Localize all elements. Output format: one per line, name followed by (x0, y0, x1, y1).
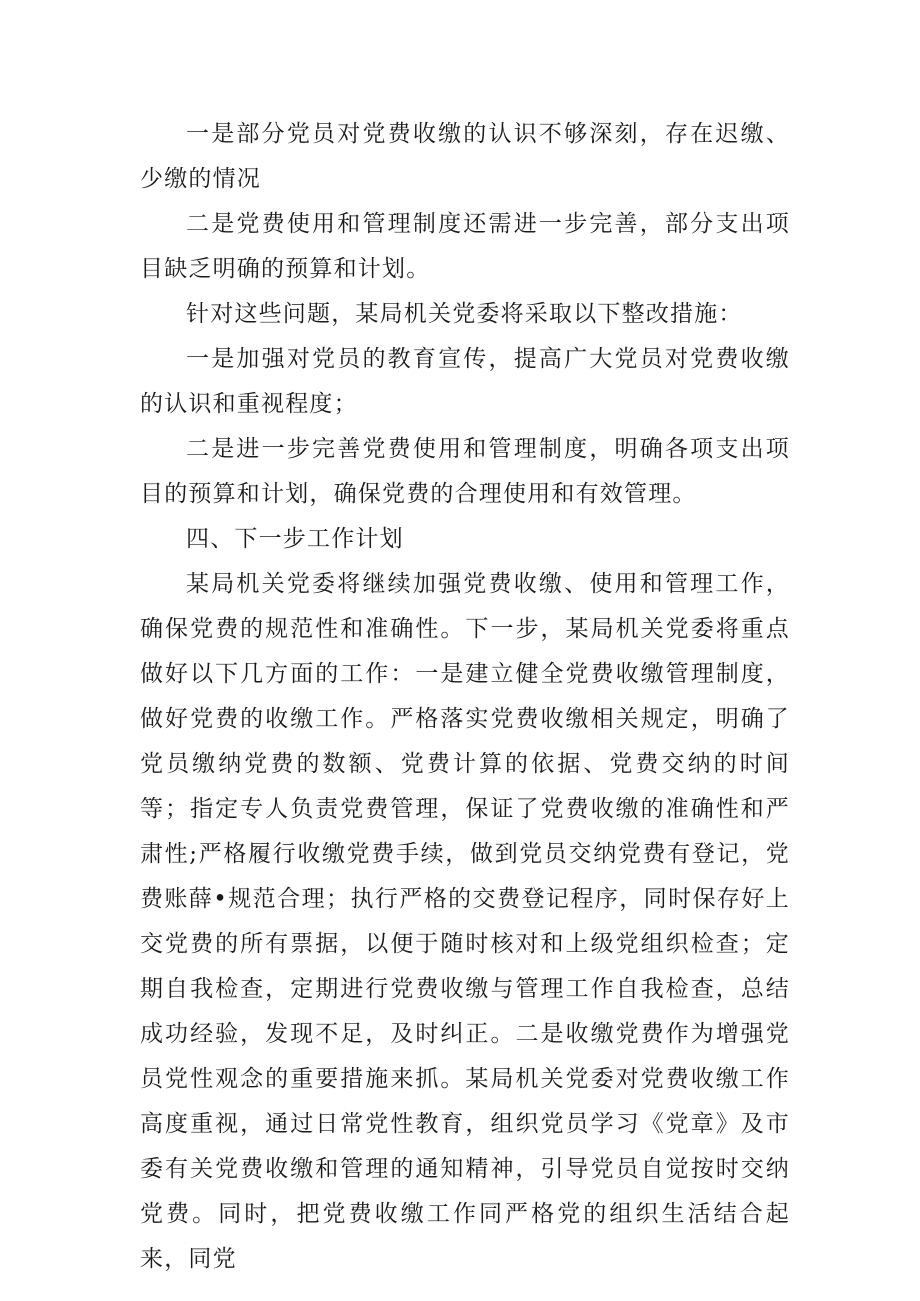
paragraph-measure-two: 二是进一步完善党费使用和管理制度，明确各项支出项目的预算和计划，确保党费的合理使用和有效管理。 (140, 436, 790, 507)
section-heading-next-plan: 四、下一步工作计划 (186, 526, 404, 552)
paragraph-issue-two: 二是党费使用和管理制度还需进一步完善，部分支出项目缺乏明确的预算和计划。 (140, 211, 790, 282)
paragraph-measure-one: 一是加强对党员的教育宣传，提高广大党员对党费收缴的认识和重视程度； (140, 346, 790, 417)
paragraph-measures-intro: 针对这些问题，某局机关党委将采取以下整改措施： (186, 301, 743, 327)
document-body (140, 112, 790, 1282)
paragraph-issue-one: 一是部分党员对党费收缴的认识不够深刻，存在迟缴、少缴的情况 (140, 121, 790, 192)
paragraph-next-plan-body: 某局机关党委将继续加强党费收缴、使用和管理工作，确保党费的规范性和准确性。下一步，某局机关党委将重点做好以下几方面的工作：一是建立健全党费收缴管理制度，做好党费的收缴工作。严格落实党费收缴相关规定，明确了党员缴纳党费的数额、党费计算的依据、党费交纳的时间等；指定专人负责党费管理，保证了党费收缴的准确性和严肃性;严格履行收缴党费手续，做到党员交纳党费有登记，党费账薛•规范合理；执行严格的交费登记程序，同时保存好上交党费的所有票据，以便于随时核对和上级党组织检查；定期自我检查，定期进行党费收缴与管理工作自我检查，总结成功经验，发现不足，及时纠正。二是收缴党费作为增强党员党性观念的重要措施来抓。某局机关党委对党费收缴工作高度重视，通过日常党性教育，组织党员学习《党章》及市委有关党费收缴和管理的通知精神，引导党员自觉按时交纳党费。同时，把党费收缴工作同严格党的组织生活结合起来，同党 (140, 571, 790, 1272)
